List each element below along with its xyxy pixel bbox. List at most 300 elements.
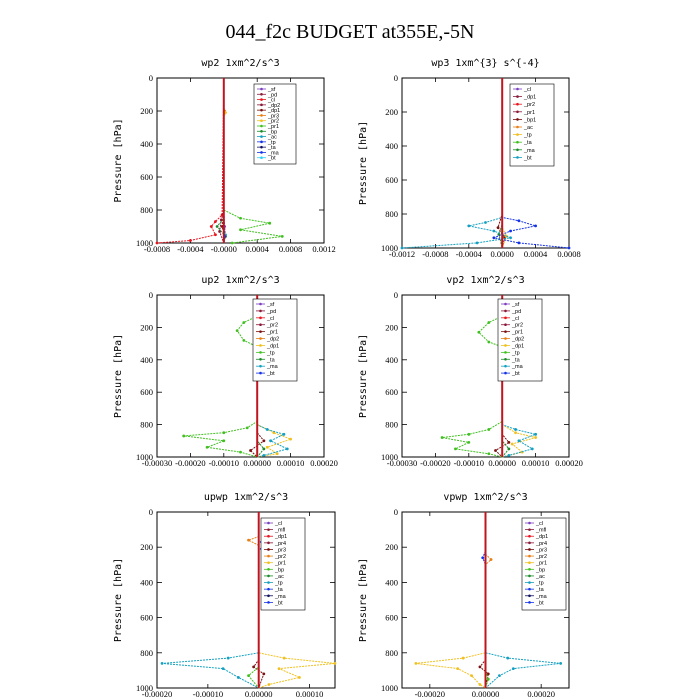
legend-marker [267, 542, 270, 545]
x-tick-label: -0.0004 [455, 249, 482, 259]
legend-marker [259, 358, 262, 361]
data-point [470, 674, 473, 677]
x-tick-label: 0.00000 [244, 689, 273, 699]
legend-label: _dp1 [275, 534, 288, 541]
data-point [283, 657, 286, 660]
legend-label: _ta [267, 357, 275, 364]
legend-marker [267, 588, 270, 591]
legend [261, 518, 305, 610]
data-point [276, 452, 279, 455]
legend-label: _sf [267, 302, 275, 308]
legend-marker [528, 548, 531, 551]
y-tick-label: 0 [148, 507, 153, 517]
plot-frame [157, 295, 324, 457]
legend-label: _bt [268, 155, 276, 162]
legend-label: _ta [275, 587, 283, 594]
legend-label: _ta [536, 587, 544, 594]
legend-marker [260, 88, 263, 91]
data-point [479, 665, 482, 668]
panel-title: upwp 1xm^2/s^3 [203, 492, 289, 503]
series-line [162, 512, 259, 688]
data-point [454, 448, 457, 451]
legend-marker [267, 581, 270, 584]
x-tick-label: 0.00000 [471, 689, 500, 699]
data-point [289, 438, 292, 441]
legend-marker [528, 601, 531, 604]
legend-label: _bp [536, 567, 546, 574]
y-tick-label: 0 [148, 73, 153, 83]
legend [253, 299, 297, 381]
legend-label: _ma [512, 364, 523, 371]
panel-title: vp2 1xm^2/s^3 [446, 275, 525, 286]
chart-panel [358, 275, 583, 468]
y-tick-label: 400 [140, 577, 153, 588]
data-point [298, 676, 301, 679]
legend-label: _sf [512, 302, 520, 308]
series-line [184, 295, 258, 457]
y-tick-label: 1000 [381, 452, 398, 462]
legend-label: _pr2 [536, 554, 548, 561]
legend-marker [504, 365, 507, 368]
legend-label: _dp1 [512, 343, 525, 350]
x-tick-label: 0.0008 [557, 249, 581, 259]
legend-label: _ma [267, 364, 278, 371]
legend-label: _tp [536, 580, 544, 587]
data-point [239, 217, 242, 220]
panel-title: up2 1xm^2/s^3 [201, 275, 280, 286]
y-tick-label: 200 [385, 322, 398, 333]
legend-label: _bt [536, 600, 544, 607]
legend-label: _pr1 [524, 109, 536, 116]
x-tick-label: -0.00010 [192, 689, 224, 699]
legend-label: _pd [268, 92, 278, 99]
legend-label: _pr1 [267, 329, 279, 336]
legend-label: _pr2 [275, 554, 287, 561]
legend-marker [259, 310, 262, 313]
legend-marker [516, 141, 519, 144]
data-point [278, 667, 281, 670]
data-point [182, 435, 185, 438]
legend-marker [504, 323, 507, 326]
legend-label: _cl [512, 315, 520, 322]
x-tick-label: -0.00010 [453, 458, 485, 468]
legend-label: _bt [512, 371, 520, 378]
data-point [518, 242, 521, 245]
data-point [534, 225, 537, 228]
x-tick-label: -0.00020 [175, 458, 206, 468]
series-line [442, 295, 502, 457]
legend-label: _pr4 [536, 540, 548, 547]
y-tick-label: 200 [385, 107, 398, 117]
legend-marker [260, 135, 263, 138]
data-point [239, 451, 242, 454]
legend-marker [259, 365, 262, 368]
x-tick-label: -0.00020 [420, 458, 451, 468]
legend-label: _tp [267, 350, 275, 357]
y-tick-label: 600 [140, 612, 153, 623]
y-tick-label: 600 [385, 387, 398, 398]
legend-marker [260, 125, 263, 128]
data-point [189, 239, 192, 242]
legend-marker [528, 581, 531, 584]
figure-title: 044_f2c BUDGET at355E,-5N [225, 21, 475, 43]
x-tick-label: 0.0012 [312, 244, 336, 254]
y-tick-label: 400 [140, 354, 153, 365]
legend-marker [260, 98, 263, 101]
x-tick-label: 0.00020 [555, 458, 583, 468]
legend-label: _dp2 [267, 336, 280, 343]
legend-label: _pr2 [268, 118, 280, 125]
legend-label: _cl [524, 87, 532, 93]
legend-label: _bt [524, 155, 532, 162]
legend-marker [528, 575, 531, 578]
data-point [247, 674, 250, 677]
data-point [509, 230, 512, 233]
y-axis-label: Pressure [hPa] [358, 120, 369, 206]
data-point [268, 222, 271, 225]
data-point [334, 662, 337, 665]
legend-marker [504, 358, 507, 361]
legend-marker [504, 303, 507, 306]
data-point [262, 454, 265, 457]
data-point [487, 321, 490, 324]
legend-label: _pr3 [536, 547, 548, 554]
data-point [487, 452, 490, 455]
y-tick-label: 400 [385, 141, 398, 151]
legend-marker [516, 126, 519, 129]
panels [113, 58, 583, 699]
legend-marker [260, 104, 263, 107]
legend-label: _ac [536, 573, 545, 580]
data-point [512, 667, 515, 670]
legend-marker [528, 555, 531, 558]
legend-marker [516, 156, 519, 159]
data-point [494, 449, 497, 452]
legend-label: _ta [524, 140, 532, 147]
y-tick-label: 400 [140, 139, 153, 149]
data-point [441, 436, 444, 439]
legend-label: _tp [512, 350, 520, 357]
data-point [531, 448, 534, 451]
x-tick-label: -0.00030 [386, 458, 418, 468]
legend-label: _dp1 [268, 108, 281, 115]
data-point [242, 321, 245, 324]
legend-label: _dp2 [512, 336, 525, 343]
data-point [262, 448, 265, 451]
data-point [518, 439, 521, 442]
legend-label: _bp [268, 129, 278, 136]
x-tick-label: -0.00020 [141, 689, 173, 699]
legend-marker [260, 119, 263, 122]
legend-marker [504, 330, 507, 333]
data-point [507, 448, 510, 451]
legend-marker [504, 317, 507, 320]
x-tick-label: 0.00020 [527, 689, 555, 699]
y-tick-label: 1000 [381, 683, 398, 693]
data-point [242, 339, 245, 342]
legend-marker [528, 522, 531, 525]
legend-marker [260, 151, 263, 154]
legend-label: _ma [268, 150, 279, 157]
data-point [246, 426, 249, 429]
y-tick-label: 200 [140, 322, 153, 333]
y-tick-label: 600 [140, 387, 153, 398]
legend-label: _cl [268, 97, 276, 104]
legend-marker [516, 111, 519, 114]
data-point [252, 665, 255, 668]
series-line [480, 512, 488, 688]
data-point [156, 242, 159, 245]
data-point [534, 433, 537, 436]
legend-marker [267, 594, 270, 597]
x-tick-label: -0.00020 [414, 689, 446, 699]
legend-label: _dp2 [268, 102, 281, 109]
legend-label: _bp [275, 567, 285, 574]
legend-marker [516, 95, 519, 98]
legend [498, 299, 542, 381]
legend-label: _pd [267, 308, 277, 315]
y-axis-label: Pressure [hPa] [358, 557, 369, 643]
chart-panel [358, 58, 581, 259]
legend-marker [259, 317, 262, 320]
legend-label: _sf [268, 87, 276, 93]
data-point [281, 235, 284, 238]
legend-label: _pr3 [275, 547, 287, 554]
y-tick-label: 200 [385, 542, 398, 553]
legend-label: _cl [275, 521, 283, 527]
data-point [467, 441, 470, 444]
legend-label: _pr1 [275, 560, 287, 567]
legend-marker [260, 109, 263, 112]
data-point [559, 662, 562, 665]
y-tick-label: 1000 [136, 238, 153, 248]
data-point [216, 225, 219, 228]
legend-marker [516, 103, 519, 106]
y-tick-label: 0 [148, 290, 153, 300]
legend-marker [267, 528, 270, 531]
y-tick-label: 600 [385, 612, 398, 623]
legend-label: _tp [524, 132, 532, 139]
y-tick-label: 400 [385, 577, 398, 588]
legend-label: _cl [267, 315, 275, 322]
legend-marker [260, 130, 263, 133]
chart-panel [113, 275, 338, 468]
legend-marker [504, 344, 507, 347]
chart-panel [113, 58, 336, 254]
x-tick-label: 0.00010 [521, 458, 550, 468]
series-line [416, 512, 486, 688]
legend-label: _pr1 [268, 124, 280, 130]
legend-marker [528, 594, 531, 597]
y-axis-label: Pressure [hPa] [113, 118, 124, 203]
data-point [507, 441, 510, 444]
legend-marker [259, 323, 262, 326]
data-point [210, 225, 213, 228]
legend-marker [267, 601, 270, 604]
legend-marker [260, 146, 263, 149]
data-point [214, 233, 217, 236]
legend-label: _pr2 [512, 322, 524, 329]
data-point [249, 449, 252, 452]
legend-label: _tp [268, 139, 276, 146]
legend-label: _pr2 [267, 322, 279, 329]
data-point [497, 226, 500, 229]
legend-marker [260, 141, 263, 144]
data-point [514, 428, 517, 431]
data-point [506, 657, 509, 660]
y-tick-label: 800 [385, 209, 398, 219]
legend-label: _ta [512, 357, 520, 364]
x-tick-label: -0.0008 [143, 244, 171, 254]
data-point [462, 657, 465, 660]
legend-marker [528, 588, 531, 591]
legend-marker [267, 568, 270, 571]
legend-marker [259, 351, 262, 354]
data-point [509, 236, 512, 239]
data-point [476, 242, 479, 245]
x-tick-label: 0.0004 [523, 249, 548, 259]
legend-marker [267, 548, 270, 551]
legend-marker [516, 133, 519, 136]
data-point [479, 683, 482, 686]
x-tick-label: 0.00000 [488, 458, 517, 468]
data-point [498, 674, 501, 677]
data-point [227, 657, 230, 660]
y-tick-label: 1000 [136, 452, 153, 462]
data-point [266, 446, 269, 449]
data-point [247, 539, 250, 542]
data-point [286, 448, 289, 451]
y-tick-label: 800 [385, 647, 398, 658]
legend-marker [528, 561, 531, 564]
legend-marker [516, 118, 519, 121]
data-point [492, 230, 495, 233]
x-tick-label: 0.0008 [278, 244, 303, 254]
legend-marker [528, 542, 531, 545]
legend-marker [504, 337, 507, 340]
legend-label: _dp1 [267, 343, 280, 350]
legend-label: _pr4 [275, 540, 287, 547]
legend-marker [267, 561, 270, 564]
legend [510, 84, 554, 166]
y-tick-label: 400 [385, 354, 398, 365]
legend-marker [516, 149, 519, 152]
data-point [239, 228, 242, 231]
data-point [518, 219, 521, 222]
chart-panel [358, 492, 569, 699]
legend-marker [516, 88, 519, 91]
data-point [283, 433, 286, 436]
data-point [222, 667, 225, 670]
x-tick-label: 0.00010 [295, 689, 324, 699]
data-point [206, 446, 209, 449]
legend-label: _bt [275, 600, 283, 607]
series-line [402, 78, 511, 248]
legend-label: _tp [275, 580, 283, 587]
data-point [487, 341, 490, 344]
legend-label: _dp1 [536, 534, 549, 541]
y-tick-label: 1000 [381, 243, 398, 253]
legend-label: _ma [275, 593, 286, 600]
legend-label: _ac [275, 573, 284, 580]
legend [254, 84, 296, 164]
legend-marker [260, 93, 263, 96]
data-point [507, 454, 510, 457]
plot-frame [402, 295, 569, 457]
data-point [511, 443, 514, 446]
legend-marker [504, 351, 507, 354]
data-point [456, 667, 459, 670]
legend-label: _ac [524, 125, 533, 131]
data-point [477, 331, 480, 334]
legend-marker [528, 528, 531, 531]
legend-marker [260, 156, 263, 159]
data-point [487, 428, 490, 431]
legend-label: _bt [267, 371, 275, 378]
x-tick-label: -0.00010 [208, 458, 240, 468]
y-tick-label: 0 [393, 507, 398, 517]
legend-marker [259, 303, 262, 306]
legend-marker [528, 535, 531, 538]
data-point [222, 439, 225, 442]
data-point [401, 247, 404, 250]
y-axis-label: Pressure [hPa] [358, 333, 369, 419]
legend-label: _ma [524, 147, 535, 154]
data-point [237, 676, 240, 679]
y-axis-label: Pressure [hPa] [113, 557, 124, 643]
data-point [161, 662, 164, 665]
x-tick-label: -0.0008 [422, 249, 449, 259]
data-point [262, 673, 265, 676]
data-point [266, 428, 269, 431]
data-point [487, 678, 490, 681]
legend-label: _pd [512, 308, 522, 315]
legend-marker [504, 372, 507, 375]
y-tick-label: 0 [393, 290, 398, 300]
legend-label: _pr1 [512, 329, 524, 336]
legend-label: _mfl [536, 527, 547, 534]
panel-title: wp3 1xm^{3} s^{-4} [431, 58, 540, 69]
legend-label: _pr1 [536, 560, 548, 567]
data-point [214, 220, 217, 223]
data-point [231, 242, 234, 245]
data-point [467, 225, 470, 228]
legend-marker [260, 114, 263, 117]
legend-marker [267, 575, 270, 578]
legend-marker [267, 535, 270, 538]
legend-label: _ac [268, 134, 277, 141]
legend-label: _ta [268, 145, 276, 152]
chart-panel [113, 492, 336, 699]
data-point [490, 558, 493, 561]
data-point [236, 329, 239, 332]
data-point [267, 683, 270, 686]
x-tick-label: 0.00000 [243, 458, 272, 468]
data-point [514, 431, 517, 434]
x-tick-label: 0.00020 [310, 458, 338, 468]
x-tick-label: 0.00010 [276, 458, 305, 468]
data-point [269, 439, 272, 442]
legend-marker [259, 344, 262, 347]
y-tick-label: 1000 [136, 683, 153, 693]
y-tick-label: 200 [140, 106, 153, 116]
y-tick-label: 800 [140, 205, 153, 215]
data-point [534, 436, 537, 439]
x-tick-label: 0.0000 [490, 249, 514, 259]
legend-label: _cl [536, 521, 544, 527]
legend-label: _mfl [275, 527, 286, 534]
y-tick-label: 200 [140, 542, 153, 553]
